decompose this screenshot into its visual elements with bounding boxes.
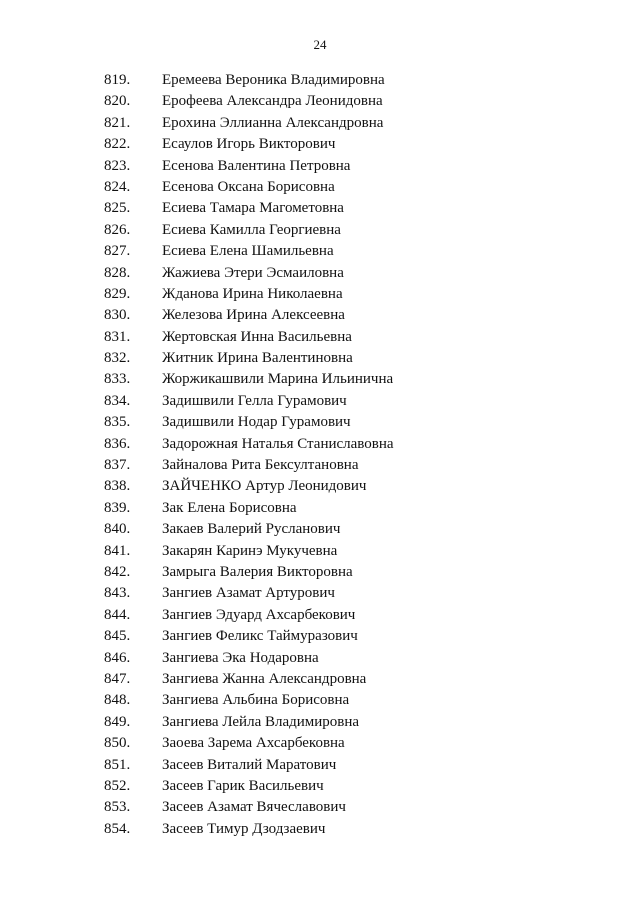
list-item [0,348,640,369]
entry-number: 831. [104,328,131,345]
entry-number: 821. [104,114,131,131]
entry-name: Еремеева Вероника Владимировна [162,72,385,88]
list-item [0,776,640,797]
list-item [0,583,640,604]
entry-number: 833. [104,371,131,388]
entry-number: 848. [104,692,131,709]
entry-number: 849. [104,713,131,730]
list-item [0,562,640,583]
list-item [0,263,640,284]
list-item [0,541,640,562]
entry-name: Железова Ирина Алексеевна [162,307,345,324]
entry-name: Задишвили Гелла Гурамович [162,392,347,409]
entry-name: Засеев Азамат Вячеславович [162,799,346,816]
entry-name: Есаулов Игорь Викторович [162,136,336,153]
entry-number: 834. [104,392,131,409]
entry-name: Засеев Гарик Васильевич [162,777,324,794]
entry-number: 820. [104,93,131,110]
entry-number: 835. [104,414,131,431]
list-item [0,733,640,754]
entry-name: Зангиева Лейла Владимировна [162,713,360,730]
entry-name: Жоржикашвили Марина Ильинична [162,371,394,388]
entry-number: 828. [104,264,131,281]
entry-number: 826. [104,221,131,238]
list-item [0,797,640,818]
list-item [0,669,640,690]
list-item [0,498,640,519]
list-item [0,113,640,134]
entry-number: 827. [104,243,131,260]
entry-number: 829. [104,285,131,302]
entry-name: Зангиев Азамат Артурович [162,585,335,602]
entry-name: ЗАЙЧЕНКО Артур Леонидович [162,478,367,495]
entry-number: 843. [104,585,131,602]
entry-number: 840. [104,521,131,538]
entry-name: Житник Ирина Валентиновна [162,350,353,367]
entry-name: Ерохина Эллианна Александровна [162,114,384,131]
entry-name: Заоева Зарема Ахсарбековна [162,735,345,752]
list-item [0,455,640,476]
entry-number: 838. [104,478,131,495]
list-item [0,220,640,241]
entry-name: Зангиев Феликс Таймуразович [162,628,358,645]
list-item [0,755,640,776]
list-item [0,91,640,112]
entry-number: 847. [104,670,131,687]
list-item [0,134,640,155]
entry-name: Зангиева Эка Нодаровна [162,649,319,666]
list-item [0,819,640,840]
entry-name: Есиева Елена Шамильевна [162,243,334,260]
entry-name: Закарян Каринэ Мукучевна [162,542,338,559]
entry-number: 851. [104,756,131,773]
entry-number: 852. [104,777,131,794]
list-item [0,284,640,305]
entry-number: 822. [104,136,131,153]
list-item [0,241,640,262]
entry-name: Зайналова Рита Бексултановна [162,457,359,474]
list-item [0,177,640,198]
list-item [0,198,640,219]
entry-name: Ерофеева Александра Леонидовна [162,93,383,110]
entry-number: 844. [104,606,131,623]
entry-name: Есиева Камилла Георгиевна [162,221,341,238]
list-item [0,391,640,412]
page-number: 24 [313,37,327,52]
entry-number: 850. [104,735,131,752]
entry-name: Зангиева Жанна Александровна [162,670,367,687]
entry-name: Жертовская Инна Васильевна [162,328,352,345]
list-item [0,305,640,326]
list-item [0,712,640,733]
entry-number: 830. [104,307,131,324]
list-item [0,156,640,177]
list-item [0,605,640,626]
list-item [0,519,640,540]
entry-name: Зак Елена Борисовна [162,499,297,516]
entry-name: Засеев Виталий Маратович [162,756,337,773]
list-item [0,648,640,669]
list-item [0,369,640,390]
list-item [0,70,640,91]
entry-number: 846. [104,649,131,666]
entry-name: Есенова Валентина Петровна [162,157,351,174]
list-item [0,626,640,647]
entry-name: Засеев Тимур Дзодзаевич [162,820,326,837]
entry-number: 854. [104,820,131,837]
entry-name: Задишвили Нодар Гурамович [162,414,351,431]
entry-name: Зангиева Альбина Борисовна [162,692,350,709]
entry-number: 845. [104,628,131,645]
list-item [0,327,640,348]
entry-name: Жажиева Этери Эсмаиловна [162,264,344,281]
entry-number: 853. [104,799,131,816]
entry-number: 819. [104,72,131,88]
entry-number: 832. [104,350,131,367]
entry-number: 841. [104,542,131,559]
entry-name: Зангиев Эдуард Ахсарбекович [162,606,356,623]
entry-name: Задорожная Наталья Станиславовна [162,435,394,452]
entry-name: Замрыга Валерия Викторовна [162,563,353,580]
entry-number: 839. [104,499,131,516]
entry-name: Есиева Тамара Магометовна [162,200,344,217]
entry-number: 823. [104,157,131,174]
entry-number: 836. [104,435,131,452]
entry-number: 824. [104,178,131,195]
list-item [0,412,640,433]
name-list [0,70,640,840]
list-item [0,434,640,455]
entry-name: Жданова Ирина Николаевна [162,285,343,302]
entry-number: 825. [104,200,131,217]
entry-number: 842. [104,563,131,580]
entry-name: Закаев Валерий Русланович [162,521,341,538]
list-item [0,690,640,711]
entry-number: 837. [104,457,131,474]
list-item [0,476,640,497]
entry-name: Есенова Оксана Борисовна [162,178,335,195]
